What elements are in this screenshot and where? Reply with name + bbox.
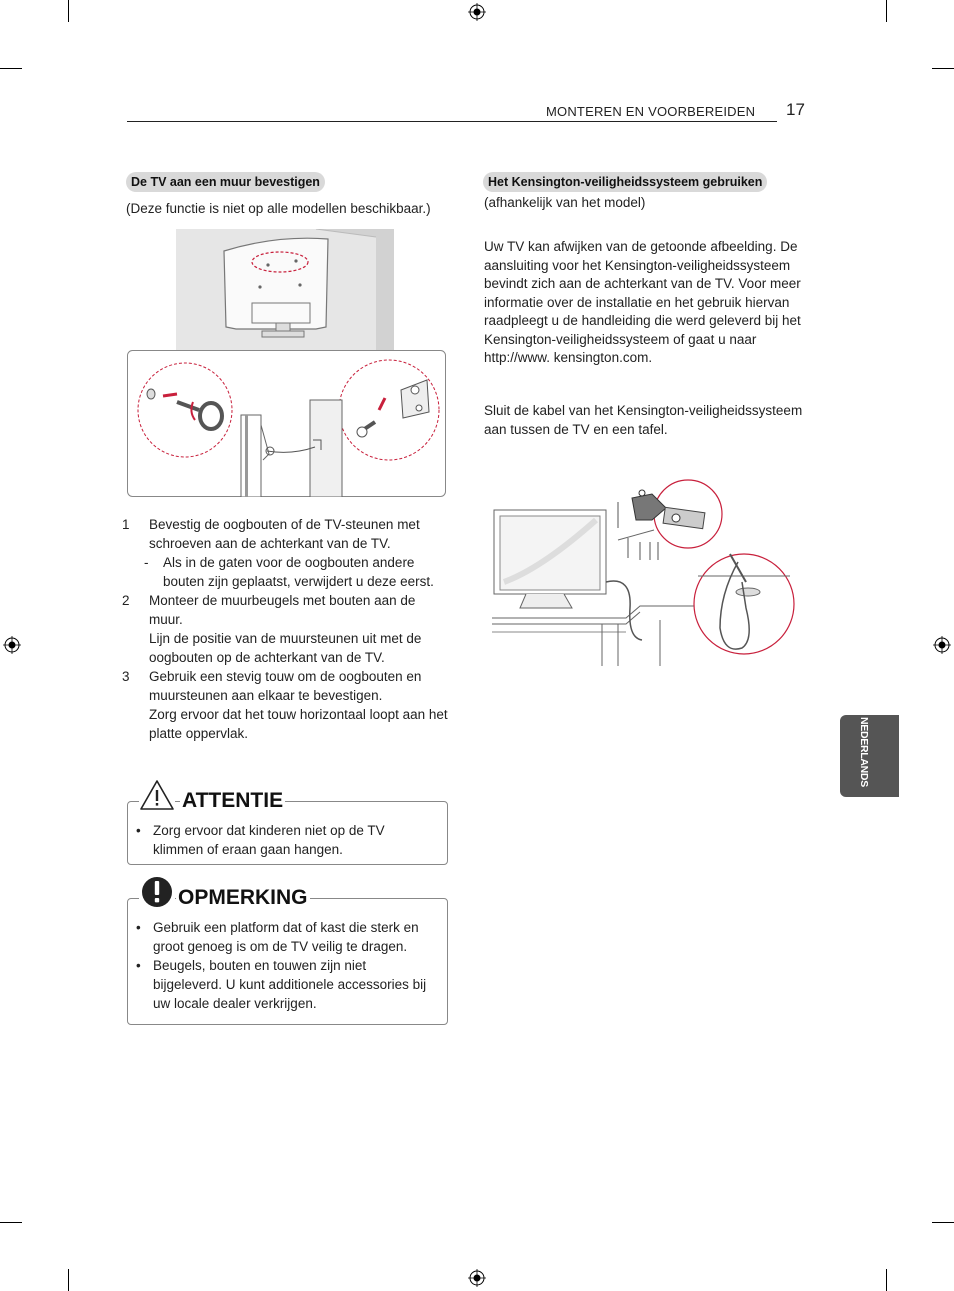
crop-mark — [886, 1269, 887, 1291]
notice-item: • Beugels, bouten en touwen zijn niet bijgeleverd. U kunt additionele accessories bij uw locale dealer verkrijgen. — [136, 958, 427, 1011]
kensington-heading: Het Kensington-veiligheidssysteem gebruiken — [483, 172, 767, 192]
notice-list — [136, 918, 438, 1013]
registration-mark-icon — [933, 636, 951, 654]
steps-list — [122, 515, 452, 743]
warning-triangle-icon — [139, 779, 175, 811]
step-item: 2 Monteer de muurbeugels met bouten aan de muur. — [122, 593, 416, 627]
tv-back-illustration — [176, 229, 394, 351]
crop-mark — [932, 68, 954, 69]
wall-bracket-illustration — [127, 350, 446, 497]
page-number: 17 — [786, 100, 805, 119]
kensington-paragraph: Uw TV kan afwijken van de getoonde afbeelding. De aansluiting voor het Kensington-veiligheidssysteem bevindt zich aan de achterkant van de TV. Voor meer informatie over de installatie en het gebruik hiervan raadpleegt u de handleiding die werd geleverd bij het Kensington-veiligheidssysteem of gaat u naar http://www. kensington.com. — [484, 239, 801, 365]
step-continuation: Zorg ervoor dat het touw horizontaal loopt aan het platte oppervlak. — [149, 707, 448, 741]
crop-mark — [68, 1269, 69, 1291]
registration-mark-icon — [468, 1269, 486, 1287]
crop-mark — [0, 68, 22, 69]
notice-title: OPMERKING — [178, 886, 308, 909]
wall-mount-heading: De TV aan een muur bevestigen — [126, 172, 325, 192]
step-item: 1 Bevestig de oogbouten of de TV-steunen met schroeven aan de achterkant van de TV. — [122, 517, 420, 551]
registration-mark-icon — [468, 3, 486, 21]
exclamation-circle-icon — [139, 874, 175, 910]
kensington-note: (afhankelijk van het model) — [484, 195, 646, 210]
section-title: MONTEREN EN VOORBEREIDEN — [546, 104, 756, 119]
kensington-instruction: Sluit de kabel van het Kensington-veiligheidssysteem aan tussen de TV en een tafel. — [484, 403, 803, 437]
registration-mark-icon — [3, 636, 21, 654]
step-sub-item: - Als in de gaten voor de oogbouten andere bouten zijn geplaatst, verwijdert u deze eerst. — [144, 555, 434, 589]
crop-mark — [932, 1222, 954, 1223]
crop-mark — [68, 0, 69, 22]
header-divider — [127, 121, 777, 122]
step-continuation: Lijn de positie van de muursteunen uit met de oogbouten op de achterkant van de TV. — [149, 631, 422, 665]
caution-title: ATTENTIE — [182, 789, 284, 812]
crop-mark — [886, 0, 887, 22]
language-tab — [840, 715, 899, 797]
caution-item: • Zorg ervoor dat kinderen niet op de TV klimmen of eraan gaan hangen. — [136, 823, 385, 857]
kensington-lock-illustration — [492, 458, 796, 668]
language-tab-label: NEDERLANDS — [858, 717, 870, 787]
crop-mark — [0, 1222, 22, 1223]
caution-list — [136, 821, 436, 859]
step-item: 3 Gebruik een stevig touw om de oogbouten en muursteunen aan elkaar te bevestigen. — [122, 669, 422, 703]
wall-mount-note: (Deze functie is niet op alle modellen beschikbaar.) — [126, 201, 431, 216]
notice-item: • Gebruik een platform dat of kast die sterk en groot genoeg is om de TV veilig te dragen. — [136, 920, 419, 954]
